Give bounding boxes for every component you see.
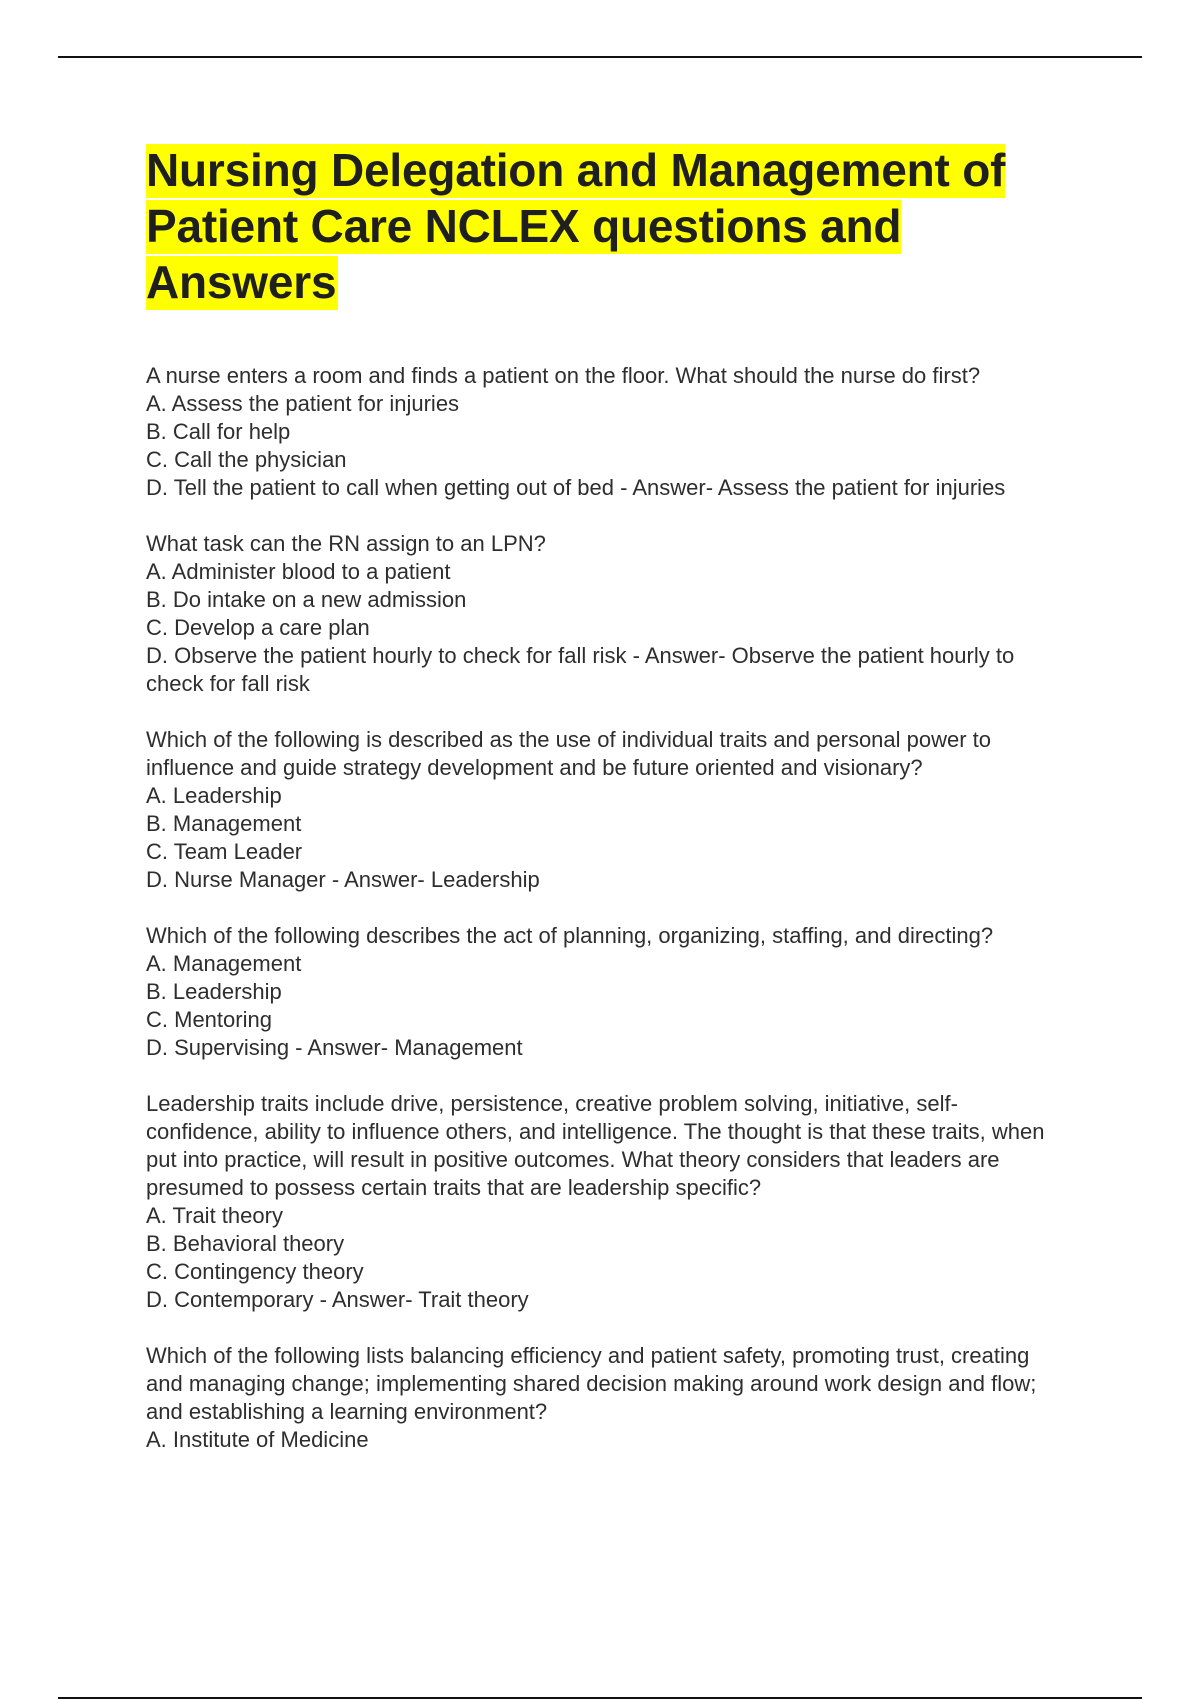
header-rule — [58, 56, 1142, 58]
answer-option: A. Assess the patient for injuries — [146, 391, 460, 416]
answer-option: C. Mentoring — [146, 1007, 272, 1032]
answer-option: A. Trait theory — [146, 1203, 283, 1228]
footer-rule — [58, 1697, 1142, 1699]
document-title — [146, 142, 1066, 310]
answer-option: D. Nurse Manager - Answer- Leadership — [146, 867, 540, 892]
question-block — [146, 726, 1066, 894]
question-text: Which of the following is described as the use of individual traits and personal power to influence and guide strategy development and be future oriented and visionary? — [146, 727, 992, 780]
question-text: Which of the following describes the act of planning, organizing, staffing, and directing? — [146, 923, 994, 948]
answer-option: B. Do intake on a new admission — [146, 587, 467, 612]
question-block — [146, 922, 1066, 1062]
question-list — [146, 362, 1066, 1454]
answer-option: B. Management — [146, 811, 302, 836]
question-text: Leadership traits include drive, persistence, creative problem solving, initiative, self-confidence, ability to influence others, and intelligence. The thought is that these traits, when put into practice, will result in positive outcomes. What theory considers that leaders are presumed to possess certain traits that are leadership specific? — [146, 1091, 1045, 1200]
answer-option: B. Behavioral theory — [146, 1231, 345, 1256]
question-text: What task can the RN assign to an LPN? — [146, 531, 546, 556]
answer-option: D. Observe the patient hourly to check for fall risk - Answer- Observe the patient hourly to check for fall risk — [146, 643, 1015, 696]
question-block — [146, 1342, 1066, 1454]
title-highlight: Nursing Delegation and Management of Patient Care NCLEX questions and Answers — [146, 144, 1006, 308]
question-block — [146, 362, 1066, 502]
answer-option: A. Management — [146, 951, 302, 976]
question-block — [146, 1090, 1066, 1314]
answer-option: A. Leadership — [146, 783, 282, 808]
question-text: Which of the following lists balancing efficiency and patient safety, promoting trust, creating and managing change; implementing shared decision making around work design and flow; and establishing a learning environment? — [146, 1343, 1037, 1424]
answer-option: B. Leadership — [146, 979, 282, 1004]
answer-option: C. Contingency theory — [146, 1259, 364, 1284]
question-text: A nurse enters a room and finds a patient on the floor. What should the nurse do first? — [146, 363, 981, 388]
answer-option: C. Team Leader — [146, 839, 303, 864]
answer-option: D. Contemporary - Answer- Trait theory — [146, 1287, 529, 1312]
answer-option: D. Supervising - Answer- Management — [146, 1035, 523, 1060]
answer-option: A. Administer blood to a patient — [146, 559, 451, 584]
answer-option: B. Call for help — [146, 419, 291, 444]
answer-option: A. Institute of Medicine — [146, 1427, 369, 1452]
document-body — [146, 142, 1066, 1482]
answer-option: C. Develop a care plan — [146, 615, 370, 640]
answer-option: D. Tell the patient to call when getting out of bed - Answer- Assess the patient for injuries — [146, 475, 1006, 500]
question-block — [146, 530, 1066, 698]
answer-option: C. Call the physician — [146, 447, 347, 472]
